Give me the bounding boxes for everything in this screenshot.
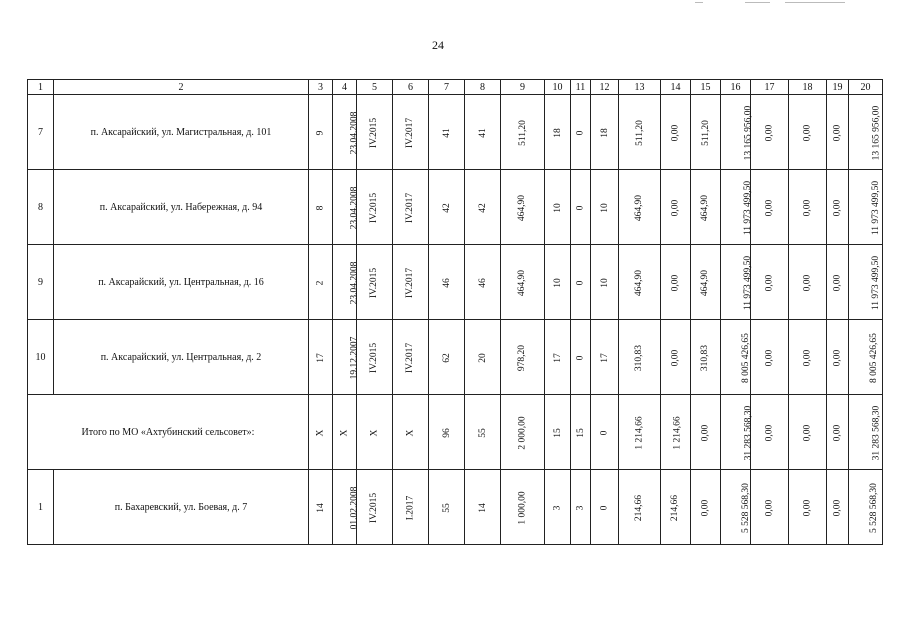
column-header-5: 5 [357, 80, 393, 95]
cell-c11 [571, 470, 591, 545]
column-header-6: 6 [393, 80, 429, 95]
cell-c11 [571, 245, 591, 320]
cell-text: 0,00 [832, 124, 843, 141]
row-number: 9 [28, 245, 54, 320]
cell-text: 3 [575, 505, 586, 510]
cell-text: 8 [315, 205, 326, 210]
address-cell: п. Аксарайский, ул. Центральная, д. 2 [54, 320, 309, 395]
cell-text: 511,20 [634, 119, 645, 146]
total-cell-c8 [465, 395, 501, 470]
page-number: 24 [432, 38, 444, 52]
cell-text: 20 [477, 352, 488, 363]
column-header-7: 7 [429, 80, 465, 95]
address-cell: п. Аксарайский, ул. Набережная, д. 94 [54, 170, 309, 245]
cell-c9 [501, 95, 545, 170]
cell-c5 [357, 470, 393, 545]
cell-text: 0,00 [832, 424, 843, 441]
total-cell-c5 [357, 395, 393, 470]
cell-c10 [545, 170, 571, 245]
cell-c17 [751, 95, 789, 170]
cell-text: IV.2015 [369, 192, 380, 223]
table-row [28, 470, 883, 545]
cell-text: 0,00 [670, 199, 681, 216]
cell-c10 [545, 470, 571, 545]
column-header-14: 14 [661, 80, 691, 95]
cell-text: 978,20 [517, 344, 528, 371]
cell-text: 41 [441, 127, 452, 138]
cell-text: 3 [552, 505, 563, 510]
table-row [28, 245, 883, 320]
cell-text: 464,90 [634, 269, 645, 296]
total-cell-c15 [691, 395, 721, 470]
cell-c14 [661, 95, 691, 170]
cell-c10 [545, 320, 571, 395]
cell-c4 [333, 470, 360, 545]
cell-text: 310,83 [634, 344, 645, 371]
cell-text: 0,00 [700, 499, 711, 516]
cell-text: 0,00 [764, 424, 775, 441]
cell-text: 15 [552, 427, 563, 438]
cell-c20 [849, 95, 883, 170]
cell-text: 0,00 [764, 124, 775, 141]
cell-text: IV.2015 [369, 342, 380, 373]
cell-c13 [619, 170, 661, 245]
cell-c17 [751, 170, 789, 245]
address-cell: п. Аксарайский, ул. Магистральная, д. 101 [54, 95, 309, 170]
cell-text: IV.2015 [369, 117, 380, 148]
cell-c5 [357, 320, 393, 395]
cell-text: 11 973 499,50 [743, 180, 754, 235]
cell-c12 [591, 170, 619, 245]
cell-c4 [333, 245, 360, 320]
header-row [28, 80, 883, 95]
cell-c17 [751, 320, 789, 395]
cell-text: 96 [441, 427, 452, 438]
scan-marks [695, 2, 845, 6]
cell-c14 [661, 245, 691, 320]
cell-text: 511,20 [517, 119, 528, 146]
cell-c12 [591, 245, 619, 320]
cell-text: 464,90 [517, 194, 528, 221]
cell-text: 13 165 956,00 [871, 105, 882, 160]
total-cell-c18 [789, 395, 827, 470]
cell-text: 10 [599, 277, 610, 288]
cell-text: 46 [441, 277, 452, 288]
cell-text: IV.2017 [405, 192, 416, 223]
cell-c15 [691, 170, 721, 245]
cell-c7 [429, 320, 465, 395]
column-header-13: 13 [619, 80, 661, 95]
column-header-4: 4 [333, 80, 357, 95]
cell-c16 [721, 170, 754, 245]
cell-text: 0 [575, 205, 586, 210]
total-cell-c3 [309, 395, 333, 470]
cell-c4 [333, 170, 360, 245]
cell-text: 0,00 [832, 349, 843, 366]
cell-c5 [357, 95, 393, 170]
cell-text: 11 973 499,50 [743, 255, 754, 310]
cell-c19 [827, 95, 849, 170]
cell-c20 [849, 170, 883, 245]
cell-c11 [571, 320, 591, 395]
cell-c14 [661, 170, 691, 245]
total-cell-c16 [721, 395, 754, 470]
cell-c15 [691, 245, 721, 320]
cell-c15 [691, 320, 721, 395]
cell-c16 [721, 95, 754, 170]
cell-text: IV.2017 [405, 267, 416, 298]
cell-text: 2 [315, 280, 326, 285]
cell-text: 0,00 [764, 199, 775, 216]
cell-text: 10 [552, 277, 563, 288]
cell-text: 10 [552, 202, 563, 213]
total-cell-c6 [393, 395, 429, 470]
table-row [28, 320, 883, 395]
total-cell-c11 [571, 395, 591, 470]
cell-text: 1 214,66 [634, 415, 645, 450]
cell-c7 [429, 470, 465, 545]
total-cell-c17 [751, 395, 789, 470]
cell-c11 [571, 95, 591, 170]
cell-c17 [751, 245, 789, 320]
cell-text: 0,00 [832, 499, 843, 516]
cell-text: 15 [575, 427, 586, 438]
cell-c6 [393, 170, 429, 245]
total-cell-c20 [849, 395, 883, 470]
column-header-20: 20 [849, 80, 883, 95]
cell-text: 0,00 [670, 274, 681, 291]
cell-text: 214,66 [670, 494, 681, 521]
cell-text: 0,00 [700, 424, 711, 441]
cell-text: 0 [575, 280, 586, 285]
cell-c13 [619, 245, 661, 320]
cell-text: IV.2015 [369, 267, 380, 298]
cell-c14 [661, 470, 691, 545]
cell-text: 464,90 [634, 194, 645, 221]
cell-text: 8 005 426,65 [740, 332, 751, 383]
cell-text: 18 [599, 127, 610, 138]
cell-c19 [827, 170, 849, 245]
cell-c3 [309, 320, 333, 395]
cell-text: 8 005 426,65 [868, 332, 879, 383]
cell-text: 5 528 568,30 [740, 482, 751, 533]
cell-text: 0 [575, 355, 586, 360]
cell-c19 [827, 320, 849, 395]
total-label: Итого по МО «Ахтубинский сельсовет»: [28, 395, 309, 470]
cell-text: 0,00 [832, 274, 843, 291]
cell-text: 464,90 [700, 269, 711, 296]
cell-c9 [501, 170, 545, 245]
cell-text: 0,00 [802, 124, 813, 141]
cell-text: 0 [599, 505, 610, 510]
cell-c12 [591, 95, 619, 170]
cell-c18 [789, 320, 827, 395]
table-body [28, 80, 883, 545]
cell-c8 [465, 95, 501, 170]
column-header-16: 16 [721, 80, 751, 95]
total-cell-c4 [333, 395, 357, 470]
cell-text: 464,90 [517, 269, 528, 296]
cell-c18 [789, 170, 827, 245]
cell-text: 5 528 568,30 [868, 482, 879, 533]
cell-text: 11 973 499,50 [871, 255, 882, 310]
cell-text: 23.04.2008 [349, 111, 360, 154]
cell-text: 01.02.2008 [349, 486, 360, 529]
column-header-2: 2 [54, 80, 309, 95]
column-header-17: 17 [751, 80, 789, 95]
cell-c14 [661, 320, 691, 395]
cell-text: 31 283 568,30 [743, 405, 754, 460]
column-header-19: 19 [827, 80, 849, 95]
cell-text: X [405, 429, 416, 436]
cell-text: 23.04.2008 [349, 261, 360, 304]
cell-text: 14 [477, 502, 488, 513]
row-number: 8 [28, 170, 54, 245]
cell-c3 [309, 170, 333, 245]
cell-c6 [393, 320, 429, 395]
cell-c18 [789, 245, 827, 320]
column-header-3: 3 [309, 80, 333, 95]
cell-text: X [339, 429, 350, 436]
cell-text: 42 [441, 202, 452, 213]
cell-text: 0,00 [764, 499, 775, 516]
cell-text: 0 [599, 430, 610, 435]
cell-c8 [465, 245, 501, 320]
cell-text: 0,00 [670, 349, 681, 366]
cell-text: 55 [477, 427, 488, 438]
column-header-8: 8 [465, 80, 501, 95]
cell-text: 0,00 [764, 349, 775, 366]
cell-text: 9 [315, 130, 326, 135]
column-header-9: 9 [501, 80, 545, 95]
cell-c19 [827, 245, 849, 320]
cell-c10 [545, 95, 571, 170]
cell-text: 10 [599, 202, 610, 213]
cell-text: 0,00 [802, 274, 813, 291]
cell-c13 [619, 470, 661, 545]
column-header-11: 11 [571, 80, 591, 95]
cell-c3 [309, 95, 333, 170]
cell-text: 13 165 956,00 [743, 105, 754, 160]
cell-c13 [619, 320, 661, 395]
row-number: 7 [28, 95, 54, 170]
cell-c11 [571, 170, 591, 245]
total-cell-c14 [661, 395, 691, 470]
cell-c18 [789, 470, 827, 545]
address-cell: п. Бахаревский, ул. Боевая, д. 7 [54, 470, 309, 545]
row-number: 1 [28, 470, 54, 545]
cell-text: 11 973 499,50 [871, 180, 882, 235]
table-row [28, 95, 883, 170]
cell-c8 [465, 170, 501, 245]
cell-text: 19.12.2007 [349, 336, 360, 379]
cell-c8 [465, 320, 501, 395]
cell-c9 [501, 245, 545, 320]
cell-text: 0,00 [764, 274, 775, 291]
cell-text: 31 283 568,30 [871, 405, 882, 460]
cell-text: IV.2017 [405, 342, 416, 373]
cell-text: 1 214,66 [672, 415, 683, 450]
cell-c16 [721, 245, 754, 320]
column-header-12: 12 [591, 80, 619, 95]
cell-text: IV.2015 [369, 492, 380, 523]
total-cell-c7 [429, 395, 465, 470]
cell-text: IV.2017 [405, 117, 416, 148]
cell-c4 [333, 320, 360, 395]
cell-c7 [429, 245, 465, 320]
cell-c15 [691, 470, 721, 545]
cell-text: 14 [315, 502, 326, 513]
cell-text: 0,00 [802, 424, 813, 441]
cell-c16 [721, 470, 751, 545]
total-row [28, 395, 883, 470]
cell-c5 [357, 245, 393, 320]
cell-c4 [333, 95, 360, 170]
table-row [28, 170, 883, 245]
cell-text: 17 [315, 352, 326, 363]
column-header-15: 15 [691, 80, 721, 95]
cell-text: 17 [552, 352, 563, 363]
cell-text: 214,66 [634, 494, 645, 521]
cell-text: 62 [441, 352, 452, 363]
cell-c3 [309, 245, 333, 320]
total-cell-c13 [619, 395, 661, 470]
cell-c20 [849, 320, 883, 395]
cell-text: 464,90 [700, 194, 711, 221]
cell-c18 [789, 95, 827, 170]
cell-text: 0,00 [802, 499, 813, 516]
cell-c3 [309, 470, 333, 545]
cell-c7 [429, 95, 465, 170]
cell-c20 [849, 245, 883, 320]
cell-c6 [393, 95, 429, 170]
cell-text: 18 [552, 127, 563, 138]
cell-text: 0,00 [802, 199, 813, 216]
total-cell-c10 [545, 395, 571, 470]
cell-c10 [545, 245, 571, 320]
cell-text: I.2017 [405, 495, 416, 520]
cell-c12 [591, 470, 619, 545]
cell-text: 23.04.2008 [349, 186, 360, 229]
cell-text: 0,00 [670, 124, 681, 141]
cell-c20 [849, 470, 883, 545]
cell-c6 [393, 470, 429, 545]
cell-c12 [591, 320, 619, 395]
column-header-10: 10 [545, 80, 571, 95]
row-number: 10 [28, 320, 54, 395]
cell-c15 [691, 95, 721, 170]
column-header-1: 1 [28, 80, 54, 95]
cell-text: 42 [477, 202, 488, 213]
column-header-18: 18 [789, 80, 827, 95]
cell-text: 41 [477, 127, 488, 138]
cell-c9 [501, 470, 545, 545]
cell-text: 0 [575, 130, 586, 135]
total-cell-c12 [591, 395, 619, 470]
cell-c13 [619, 95, 661, 170]
cell-c7 [429, 170, 465, 245]
total-cell-c19 [827, 395, 849, 470]
cell-c8 [465, 470, 501, 545]
cell-c6 [393, 245, 429, 320]
cell-c17 [751, 470, 789, 545]
cell-c19 [827, 470, 849, 545]
cell-text: 0,00 [802, 349, 813, 366]
cell-c9 [501, 320, 545, 395]
address-cell: п. Аксарайский, ул. Центральная, д. 16 [54, 245, 309, 320]
cell-text: X [315, 429, 326, 436]
cell-text: 55 [441, 502, 452, 513]
cell-text: 46 [477, 277, 488, 288]
cell-text: 310,83 [700, 344, 711, 371]
cell-text: 2 000,00 [517, 415, 528, 450]
total-cell-c9 [501, 395, 545, 470]
cell-c5 [357, 170, 393, 245]
cell-c16 [721, 320, 751, 395]
cell-text: 17 [599, 352, 610, 363]
housing-table [27, 79, 883, 545]
cell-text: X [369, 429, 380, 436]
cell-text: 511,20 [700, 119, 711, 146]
cell-text: 0,00 [832, 199, 843, 216]
cell-text: 1 000,00 [517, 490, 528, 525]
